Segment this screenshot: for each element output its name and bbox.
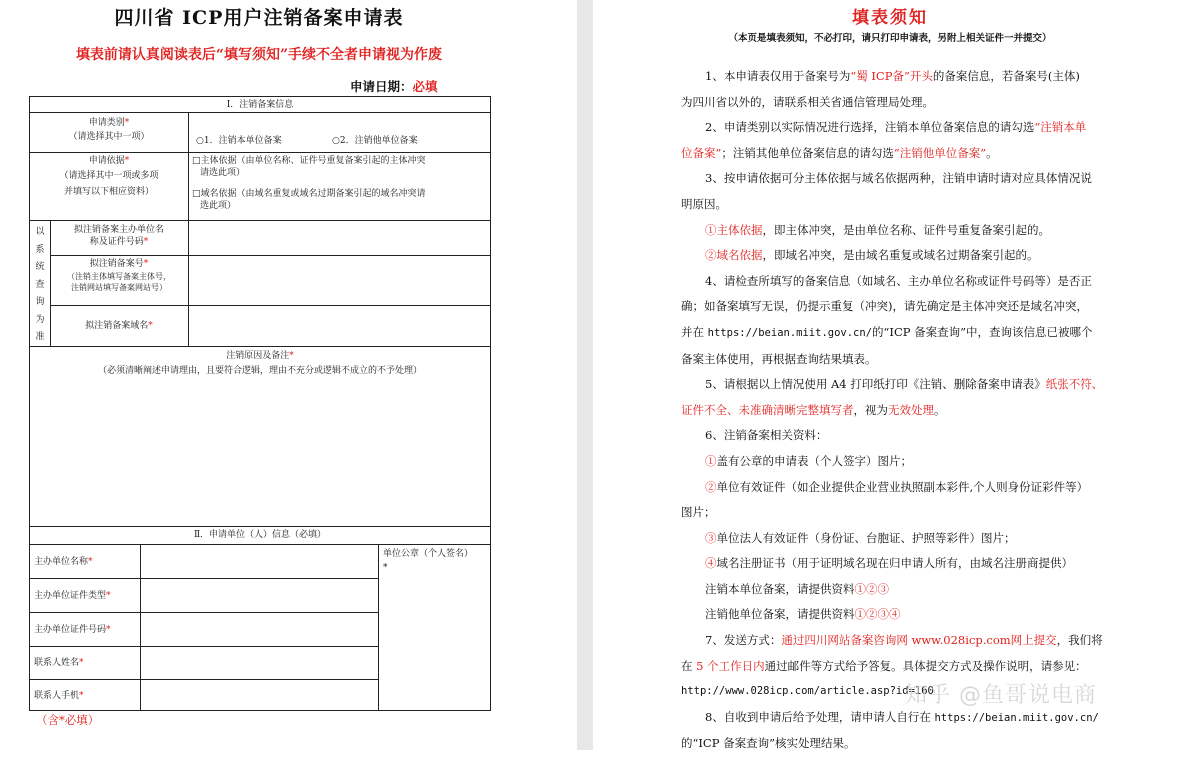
form-line (188, 112, 189, 346)
basis-hint-2: 并填写以下相应资料） (63, 187, 154, 197)
org-name-label: 主办单位名称* (34, 557, 93, 567)
form-line (30, 578, 378, 579)
required-note: （含*必填） (36, 713, 100, 727)
beian-link[interactable]: https://beian.miit.gov.cn/ (707, 326, 873, 339)
material-2-cont: 图片； (681, 505, 716, 520)
contact-phone-label: 联系人手机* (34, 691, 84, 701)
instruction-4-cont: 确；如备案填写无误，仍提示重复（冲突)，请先确定是主体冲突还是域名冲突， (681, 299, 1088, 314)
type-option-own[interactable]: ○1．注销本单位备案 (196, 136, 282, 146)
beian-link-2[interactable]: https://beian.miit.gov.cn/ (934, 711, 1099, 724)
type-option-other[interactable]: ○2．注销他单位备案 (332, 136, 418, 146)
instruction-3-subject: ①主体依据，即主体冲突，是由单位名称、证件号重复备案引起的。 (705, 222, 1050, 237)
material-4: ④域名注册证书（用于证明域名现在归申请人所有，由域名注册商提供） (705, 556, 1073, 571)
instruction-3-domain: ②域名依据，即域名冲突，是由域名重复或域名过期备案引起的。 (705, 248, 1039, 263)
apply-date-value: 必填 (412, 79, 438, 94)
instruction-1-cont: 为四川省以外的，请联系相关省通信管理局处理。 (681, 94, 934, 109)
section2-title: Ⅱ．申请单位（人）信息（必填） (193, 530, 327, 540)
form-line (30, 346, 490, 347)
basis-hint-1: （请选择其中一项或多项 (59, 171, 159, 181)
form-warning: 填表前请认真阅读表后“填写须知”手续不全者申请视为作废 (75, 47, 443, 63)
instruction-3: 3、按申请依据可分主体依据与域名依据两种，注销申请时请对应具体情况说 (705, 171, 1092, 186)
instructions-title: 填表须知 (852, 8, 928, 28)
reason-label: 注销原因及备注* (226, 351, 294, 361)
form-line (50, 305, 490, 306)
record-no-label: 拟注销备案号* (89, 259, 149, 269)
instruction-7: 7、发送方式：通过四川网站备案咨询网 www.028icp.com网上提交，我们将 (705, 633, 1103, 648)
article-link[interactable]: http://www.028icp.com/article.asp?id=160 (681, 685, 934, 698)
instruction-7-cont: 在 5 个工作日内通过邮件等方式给予答复。具体提交方式及操作说明，请参见： (681, 658, 1087, 673)
instruction-4-url-line: 并在 https://beian.miit.gov.cn/的“ICP 备案查询”中，查询该信息已被哪个 (681, 324, 1093, 339)
basis-label: 申请依据* (88, 156, 130, 166)
side-note-vertical: 以 系 统 查 询 为 准 (35, 227, 45, 342)
reason-hint: （必须清晰阐述申请理由，且要符合逻辑，理由不充分或逻辑不成立的不予处理） (97, 366, 422, 376)
apply-date (350, 77, 438, 95)
org-id-number-label: 主办单位证件号码* (34, 625, 111, 635)
seal-label: 单位公章（个人签名） (383, 549, 474, 559)
basis-option-domain[interactable]: □域名依据（由域名重复或域名过期备案引起的域名冲突请 选此项） (192, 189, 426, 211)
instruction-2-cont: 位备案”；注销其他单位备案信息的请勾选“注销他单位备案”。 (681, 145, 998, 160)
org-id-type-label: 主办单位证件类型* (34, 591, 111, 601)
type-label: 申请类别* (88, 118, 130, 128)
form-line (30, 544, 490, 545)
page-divider (577, 0, 593, 750)
material-1: ①盖有公章的申请表（个人签字）图片； (705, 453, 912, 468)
seal-star: * (383, 563, 388, 573)
record-no-hint: （注销主体填写备案主体号， 注销网站填写备案网站号） (67, 272, 171, 292)
basis-option-subject[interactable]: □主体依据（由单位名称、证件号重复备案引起的主体冲突 请选此项） (192, 156, 426, 178)
instruction-3-cont: 明原因。 (681, 196, 727, 211)
instruction-4-end: 备案主体使用，再根据查询结果填表。 (681, 351, 877, 366)
form-line (30, 612, 378, 613)
form-line (30, 526, 490, 527)
instructions-body (681, 64, 1141, 757)
material-3: ③单位法人有效证件（身份证、台胞证、护照等彩件）图片； (705, 530, 1016, 545)
type-hint: （请选择其中一项） (68, 132, 150, 142)
org-field-label: 拟注销备案主办单位名 称及证件号码* (73, 225, 164, 247)
form-line (30, 646, 378, 647)
form-line (30, 152, 490, 153)
instruction-6: 6、注销备案相关资料： (705, 428, 828, 443)
instruction-2: 2、申请类别以实际情况进行选择，注销本单位备案信息的请勾选“注销本单 (705, 120, 1087, 135)
own-unit-materials: 注销本单位备案，请提供资料①②③ (705, 581, 889, 596)
form-line (30, 112, 490, 113)
domain-label: 拟注销备案域名* (85, 321, 153, 331)
form-line (140, 544, 141, 710)
form-line (30, 679, 378, 680)
instructions-subtitle: （本页是填表须知，不必打印，请只打印申请表，另附上相关证件一并提交） (728, 33, 1052, 44)
apply-date-label: 申请日期： (350, 79, 413, 94)
instruction-5-cont: 证件不全、未准确清晰完整填写者，视为无效处理。 (681, 402, 946, 417)
zhihu-watermark: 知乎 @鱼哥说电商 (905, 683, 1097, 708)
instruction-8: 8、自收到申请后给予处理，请申请人自行在 https://beian.miit.gov.cn/ (705, 709, 1099, 724)
material-2: ②单位有效证件（如企业提供企业营业执照副本彩件,个人则身份证彩件等） (705, 479, 1089, 494)
form-line (50, 255, 490, 256)
instruction-1: 1、本申请表仅用于备案号为“蜀 ICP备”开头的备案信息，若备案号(主体) (705, 69, 1080, 83)
section1-title: Ⅰ．注销备案信息 (226, 100, 294, 110)
instruction-8-cont: 的“ICP 备案查询”核实处理结果。 (681, 736, 856, 751)
application-form (29, 96, 491, 711)
form-line (30, 220, 490, 221)
form-title: 四川省 ICP用户注销备案申请表 (114, 7, 404, 29)
instruction-4: 4、请检查所填写的备案信息（如域名、主办单位名称或证件号码等）是否正 (705, 273, 1092, 288)
form-line (378, 544, 379, 710)
other-unit-materials: 注销他单位备案，请提供资料①②③④ (705, 607, 901, 622)
instruction-5: 5、请根据以上情况使用 A4 打印纸打印《注销、删除备案申请表》纸张不符、 (705, 377, 1104, 392)
contact-name-label: 联系人姓名* (34, 658, 84, 668)
